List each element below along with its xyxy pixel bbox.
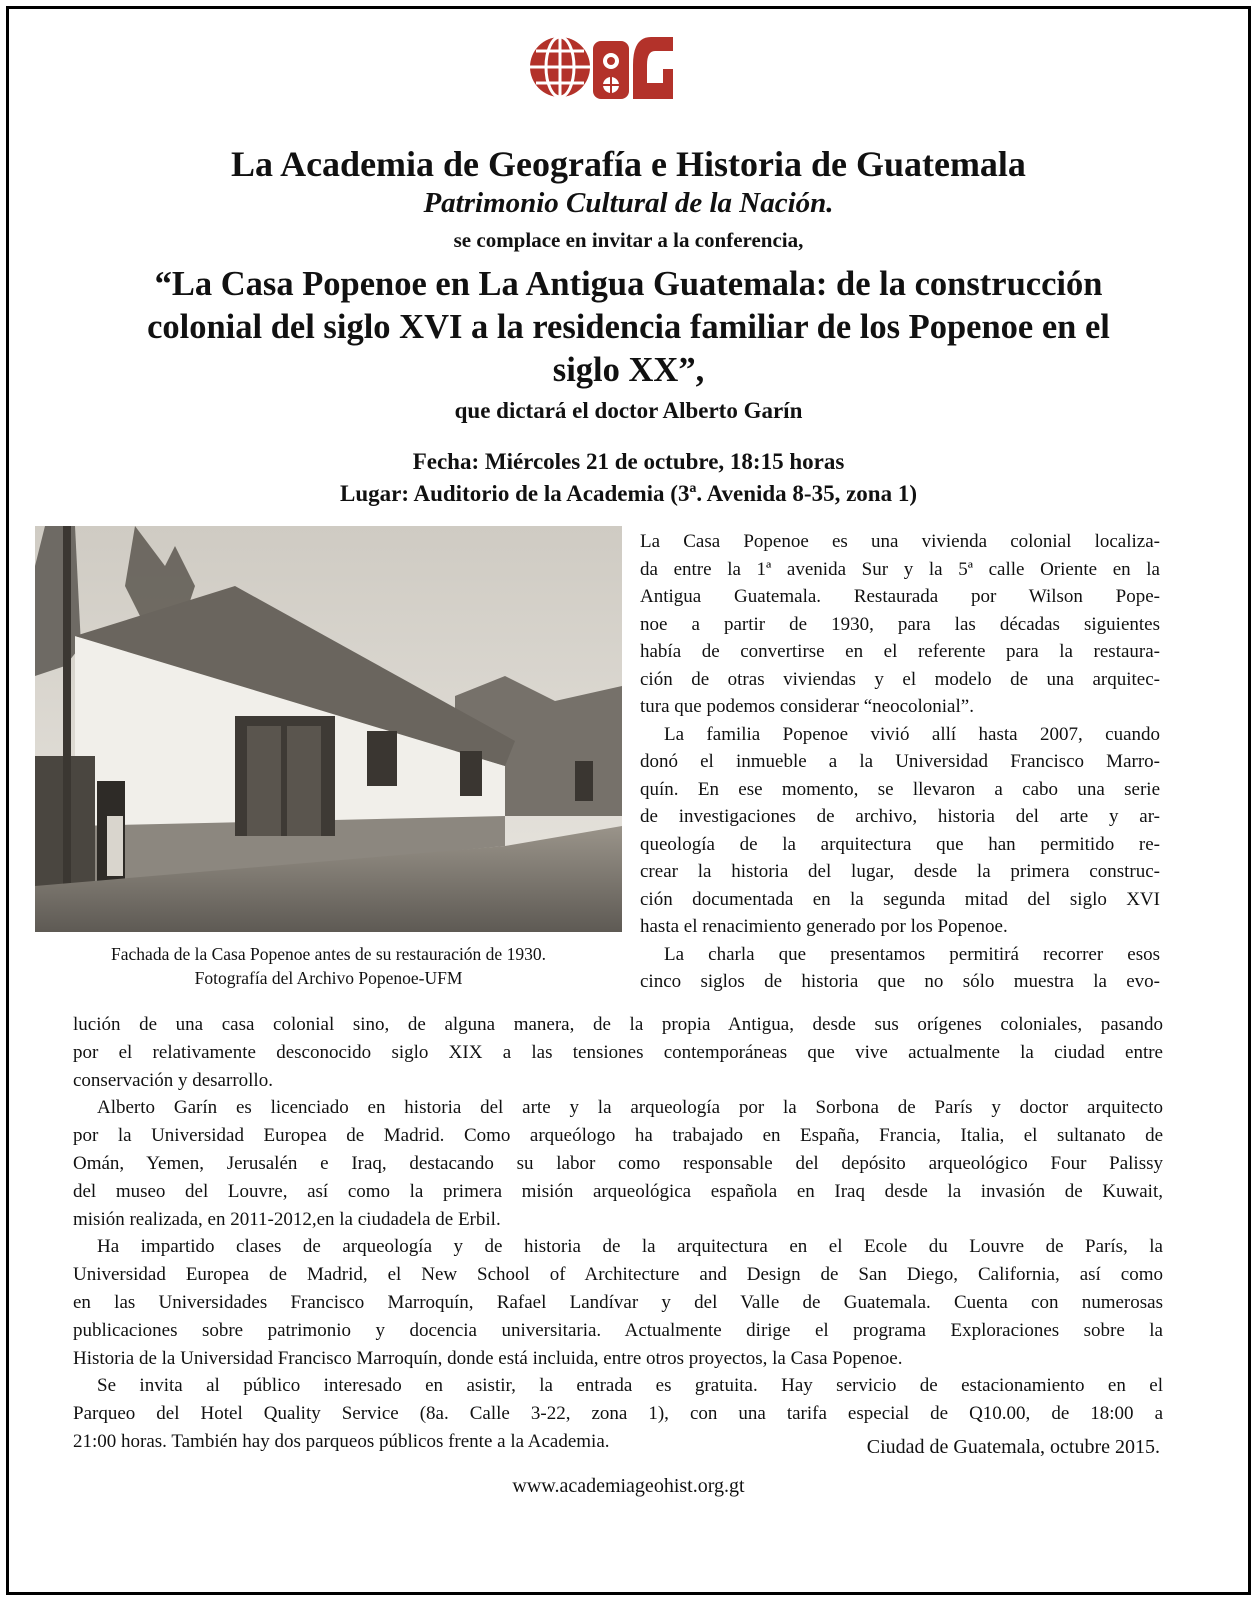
full-width-text — [73, 1011, 1163, 1456]
right-column-text — [640, 528, 1160, 996]
text-line: tura que podemos considerar “neocolonial”. — [640, 696, 974, 717]
text-line: misión realizada, en 2011-2012,en la ciudadela de Erbil. — [73, 1208, 501, 1230]
text-line: La charla que presentamos permitirá recorrer esos — [664, 943, 1160, 965]
text-line: La Casa Popenoe es una vivienda colonial localiza- — [640, 531, 1160, 552]
text-line: ción de otras viviendas y el modelo de una arquitec- — [640, 668, 1160, 690]
text-line: en las Universidades Francisco Marroquín, Rafael Landívar y del Valle de Guatemala. Cuenta con numerosas — [73, 1291, 1163, 1313]
title-line: “La Casa Popenoe en La Antigua Guatemala: de la construcción — [154, 265, 1103, 303]
text-line: donó el inmueble a la Universidad Francisco Marro- — [640, 751, 1160, 772]
text-line: Ha impartido clases de arqueología y de historia de la arquitectura en el Ecole du Louvre de París, la — [97, 1236, 1163, 1258]
title-line: siglo XX”, — [552, 351, 705, 389]
text-line: quín. En ese momento, se llevaron a cabo una serie — [640, 778, 1160, 800]
text-line: del museo del Louvre, así como la primera misión arqueológica española en Iraq desde la invasión de Kuwait, — [73, 1180, 1163, 1202]
text-line: 21:00 horas. También hay dos parqueos públicos frente a la Academia. — [73, 1430, 610, 1452]
text-line: lución de una casa colonial sino, de alguna manera, de la propia Antigua, desde sus orígenes coloniales, pasando — [73, 1014, 1163, 1035]
text-line: conservación y desarrollo. — [73, 1069, 273, 1091]
text-line: había de convertirse en el referente para la restaura- — [640, 641, 1160, 662]
conference-title — [40, 263, 1217, 392]
photo-caption: Fachada de la Casa Popenoe antes de su restauración de 1930. — [111, 944, 546, 964]
text-line: crear la historia del lugar, desde la primera construc- — [640, 861, 1160, 882]
text-line: hasta el renacimiento generado por los Popenoe. — [640, 916, 1008, 937]
text-line: Se invita al público interesado en asistir, la entrada es gratuita. Hay servicio de estacionamiento en el — [97, 1375, 1163, 1397]
text-line: Omán, Yemen, Jerusalén e Iraq, destacando su labor como responsable del depósito arqueológico Four Palissy — [73, 1152, 1163, 1174]
text-line: da entre la 1ª avenida Sur y la 5ª calle Oriente en la — [640, 558, 1160, 580]
text-line: Parqueo del Hotel Quality Service (8a. Calle 3-22, zona 1), con una tarifa especial de Q10.00, de 18:00 a — [73, 1403, 1163, 1425]
text-line: por el relativamente desconocido siglo XIX a las tensiones contemporáneas que vive actualmente la ciudad entre — [73, 1041, 1163, 1063]
text-line: noe a partir de 1930, para las décadas siguientes — [640, 613, 1160, 635]
photo-credit: Fotografía del Archivo Popenoe-UFM — [194, 968, 463, 988]
speaker-line: que dictará el doctor Alberto Garín — [454, 398, 803, 423]
text-line: por la Universidad Europea de Madrid. Como arqueólogo ha trabajado en España, Francia, Italia, el sultanato de — [73, 1125, 1163, 1147]
website-link[interactable]: www.academiageohist.org.gt — [512, 1475, 745, 1497]
event-venue: Lugar: Auditorio de la Academia (3ª. Avenida 8-35, zona 1) — [340, 481, 917, 506]
event-date: Fecha: Miércoles 21 de octubre, 18:15 horas — [412, 449, 845, 474]
text-line: de investigaciones de archivo, historia del arte y ar- — [640, 806, 1160, 827]
invite-text: se complace en invitar a la conferencia, — [453, 228, 804, 252]
text-line: Universidad Europea de Madrid, el New School of Architecture and Design de San Diego, California, así como — [73, 1264, 1163, 1286]
text-line: cinco siglos de historia que no sólo muestra la evo- — [640, 971, 1160, 992]
text-line: Historia de la Universidad Francisco Marroquín, donde está incluida, entre otros proyectos, la Casa Popenoe. — [73, 1347, 903, 1369]
text-line: ción documentada en la segunda mitad del siglo XVI — [640, 888, 1160, 910]
org-name: La Academia de Geografía e Historia de Guatemala — [231, 144, 1026, 184]
casa-popenoe-photo — [35, 526, 622, 932]
academy-logo — [527, 25, 677, 111]
title-line: colonial del siglo XVI a la residencia familiar de los Popenoe en el — [147, 308, 1110, 346]
place-date: Ciudad de Guatemala, octubre 2015. — [866, 1436, 1160, 1458]
org-subtitle: Patrimonio Cultural de la Nación. — [423, 187, 834, 219]
text-line: Alberto Garín es licenciado en historia del arte y la arqueología por la Sorbona de París y doctor arquitecto — [97, 1097, 1163, 1119]
text-line: Antigua Guatemala. Restaurada por Wilson Pope- — [640, 586, 1160, 607]
text-line: La familia Popenoe vivió allí hasta 2007, cuando — [664, 723, 1160, 745]
text-line: publicaciones sobre patrimonio y docencia universitaria. Actualmente dirige el programa Exploraciones sobre la — [73, 1319, 1163, 1341]
text-line: queología de la arquitectura que han permitido re- — [640, 833, 1160, 855]
